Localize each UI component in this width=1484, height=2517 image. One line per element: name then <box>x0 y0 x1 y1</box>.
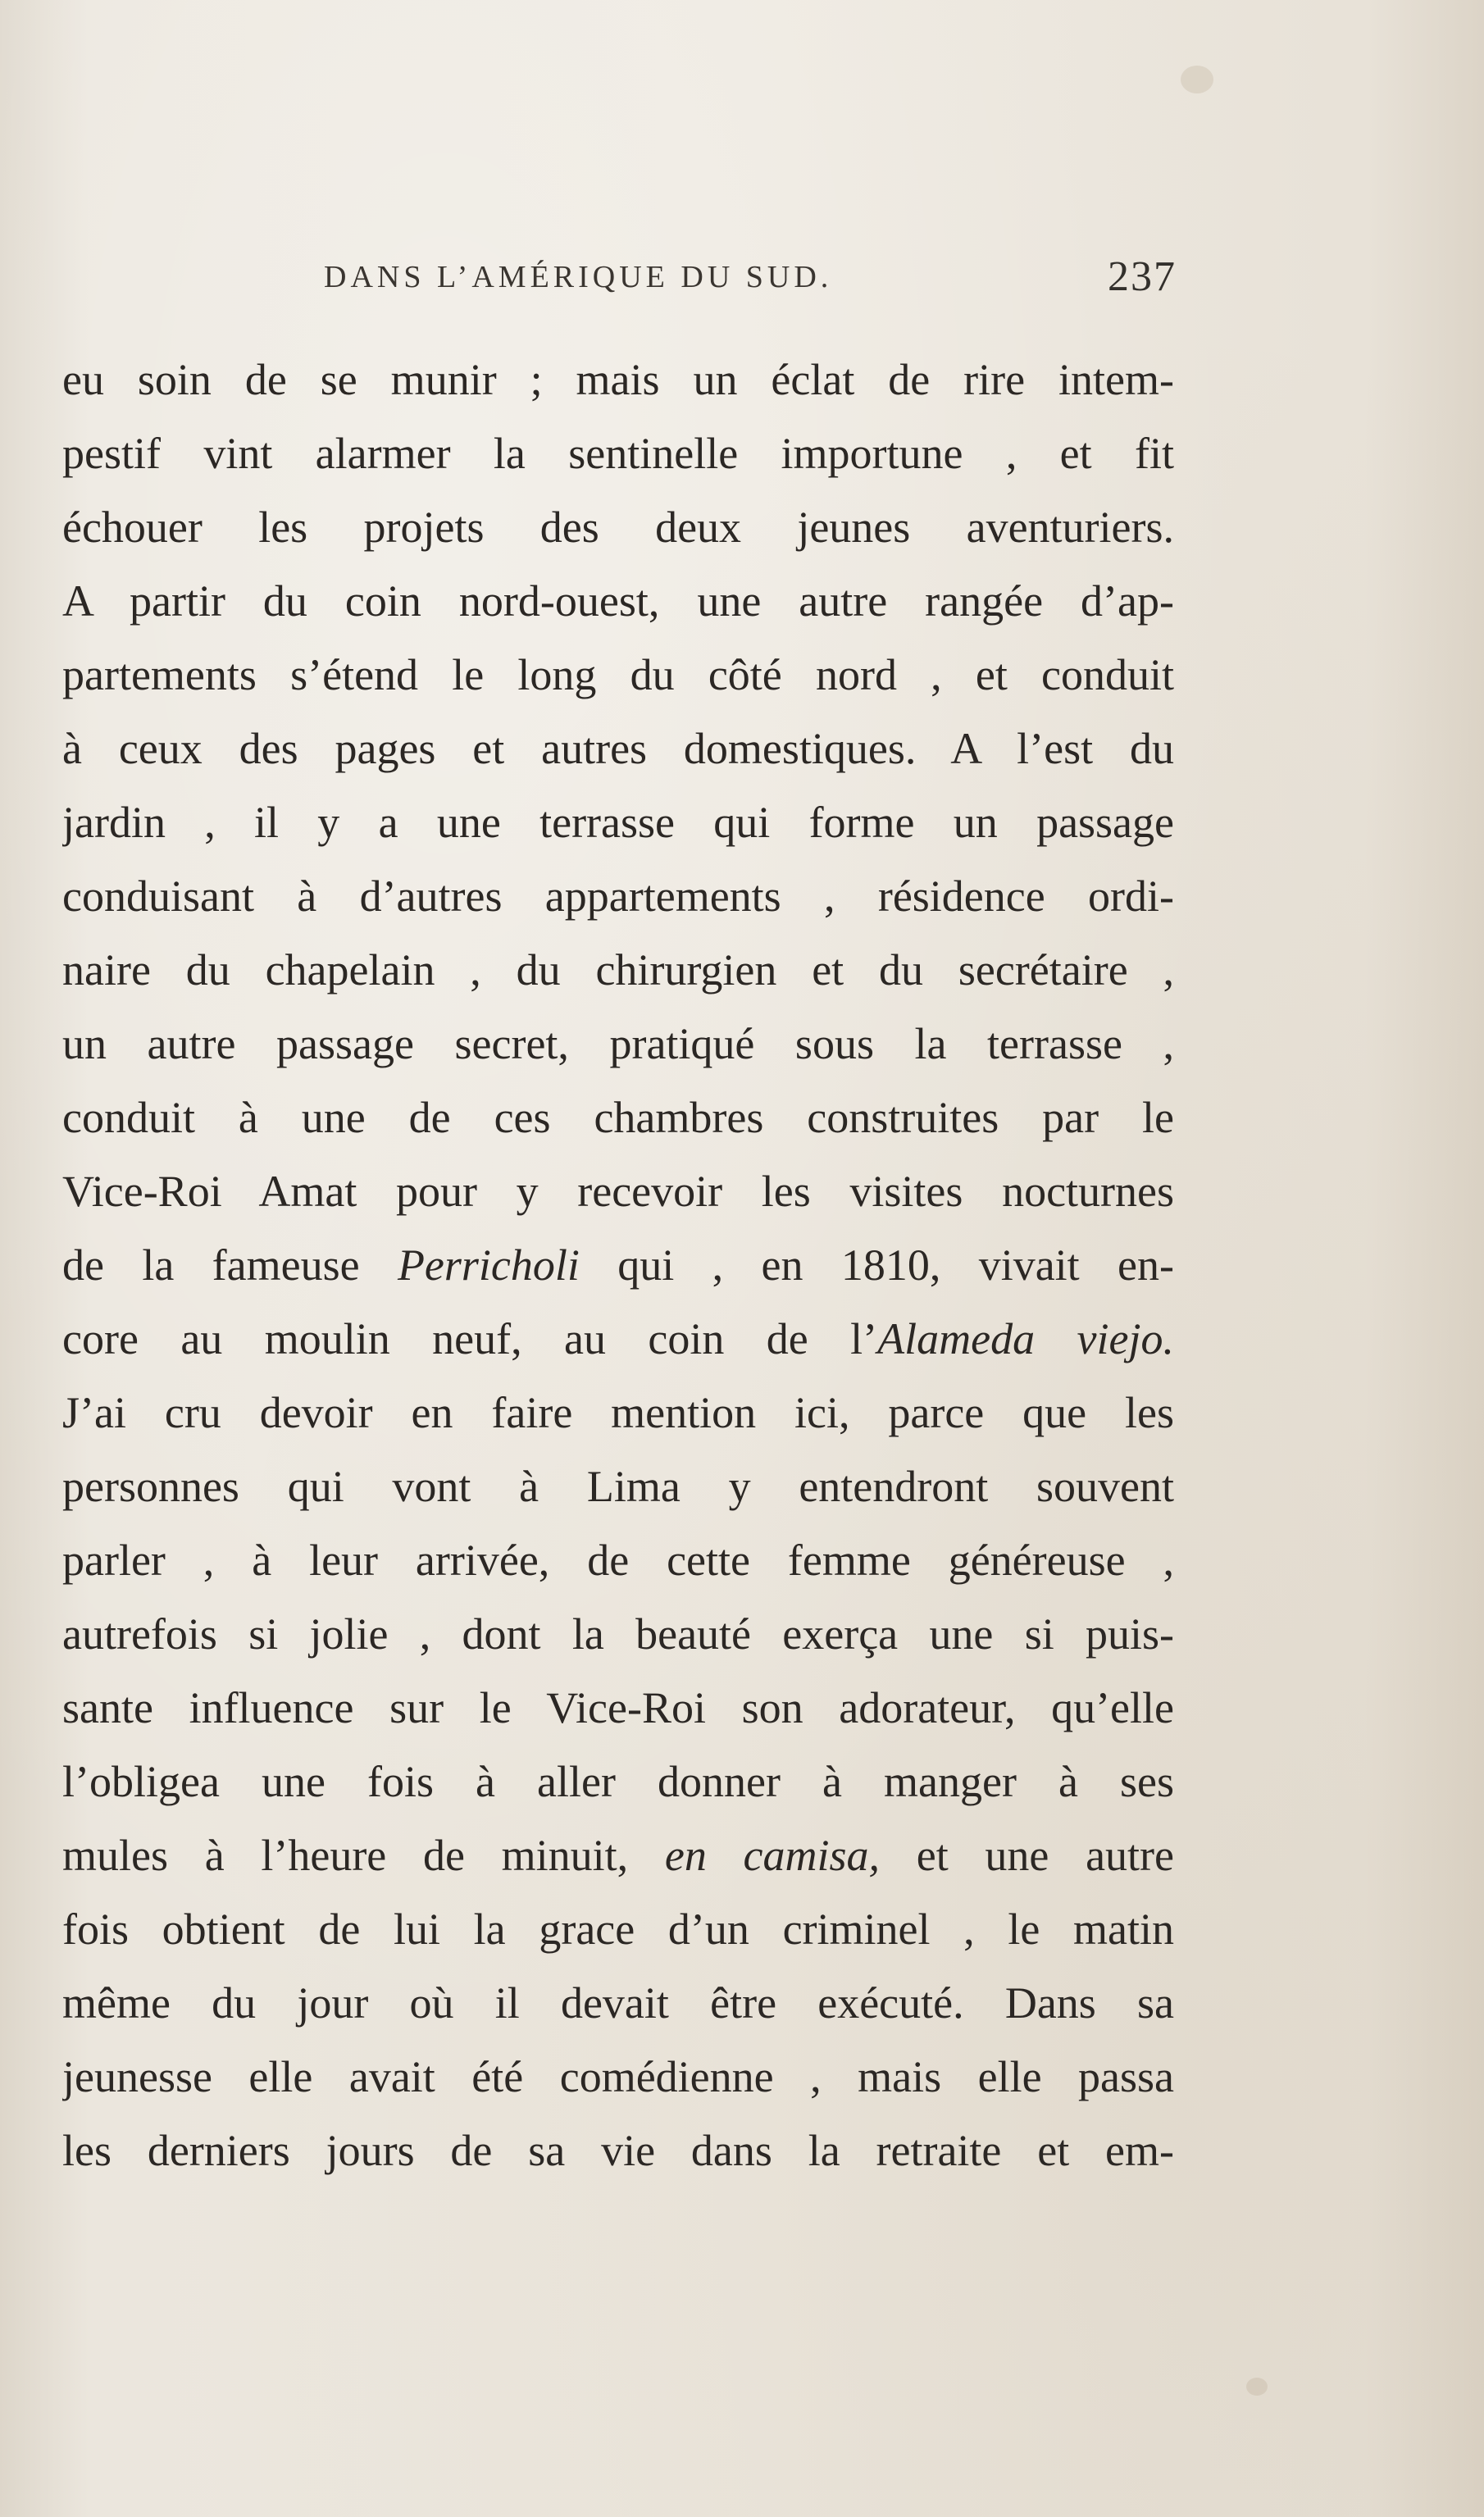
text-segment: conduit à une de ces chambres construites par le <box>62 1093 1174 1142</box>
text-segment: même du jour où il devait être exécuté. Dans sa <box>62 1978 1174 2028</box>
text-line <box>62 1966 1174 2040</box>
text-segment: parler , à leur arrivée, de cette femme généreuse , <box>62 1536 1174 1585</box>
text-line <box>62 1081 1174 1154</box>
text-line <box>62 1597 1174 1671</box>
text-segment: Vice-Roi Amat pour y recevoir les visites nocturnes <box>62 1167 1174 1216</box>
text-segment: jeunesse elle avait été comédienne , mais elle passa <box>62 2052 1174 2101</box>
text-line <box>62 1892 1174 1966</box>
text-line <box>62 1450 1174 1523</box>
italic-segment: Perricholi <box>397 1240 580 1290</box>
text-line <box>62 2040 1174 2114</box>
paper-stain <box>1181 66 1213 93</box>
text-line <box>62 343 1174 416</box>
text-segment: les derniers jours de sa vie dans la retraite et em- <box>62 2126 1174 2175</box>
text-line <box>62 1007 1174 1081</box>
text-segment: partements s’étend le long du côté nord , et conduit <box>62 650 1174 699</box>
italic-segment: en camisa, <box>664 1831 881 1880</box>
text-segment: jardin , il y a une terrasse qui forme un passage <box>62 798 1174 847</box>
text-line <box>62 1671 1174 1745</box>
text-line <box>62 712 1174 785</box>
text-segment: de la fameuse <box>62 1240 398 1290</box>
text-line <box>62 1228 1174 1302</box>
text-line <box>62 490 1174 564</box>
text-line <box>62 859 1174 933</box>
text-segment: autrefois si jolie , dont la beauté exerça une si puis- <box>62 1609 1174 1659</box>
text-line <box>62 1376 1174 1450</box>
text-line <box>62 564 1174 638</box>
text-segment: à ceux des pages et autres domestiques. A l’est du <box>62 724 1174 773</box>
text-segment: et une autre <box>880 1831 1174 1880</box>
text-line <box>62 638 1174 712</box>
text-segment: A partir du coin nord-ouest, une autre rangée d’ap- <box>62 576 1174 626</box>
text-line <box>62 1302 1174 1376</box>
text-line <box>62 933 1174 1007</box>
italic-segment: Alameda viejo. <box>877 1314 1174 1363</box>
text-segment: un autre passage secret, pratiqué sous la terrasse , <box>62 1019 1174 1068</box>
running-header <box>324 253 1177 310</box>
running-title: DANS L’AMÉRIQUE DU SUD. <box>324 260 833 294</box>
text-segment: eu soin de se munir ; mais un éclat de rire intem- <box>62 355 1174 404</box>
text-segment: l’obligea une fois à aller donner à manger à ses <box>62 1757 1174 1806</box>
text-segment: naire du chapelain , du chirurgien et du secrétaire , <box>62 945 1174 995</box>
text-segment: core au moulin neuf, au coin de l’ <box>62 1314 878 1363</box>
text-line <box>62 785 1174 859</box>
text-segment: personnes qui vont à Lima y entendront souvent <box>62 1462 1174 1511</box>
text-segment: J’ai cru devoir en faire mention ici, parce que les <box>62 1388 1174 1437</box>
text-line <box>62 1745 1174 1818</box>
text-line <box>62 416 1174 490</box>
body-text <box>62 343 1174 2187</box>
text-line <box>62 1523 1174 1597</box>
text-segment: sante influence sur le Vice-Roi son adorateur, qu’elle <box>62 1683 1174 1732</box>
text-line <box>62 2114 1174 2187</box>
text-segment: qui , en 1810, vivait en- <box>579 1240 1174 1290</box>
text-segment: échouer les projets des deux jeunes aventuriers. <box>62 503 1174 552</box>
page-number: 237 <box>1108 253 1177 300</box>
text-segment: conduisant à d’autres appartements , résidence ordi- <box>62 872 1174 921</box>
text-segment: pestif vint alarmer la sentinelle importune , et fit <box>62 429 1174 478</box>
text-segment: fois obtient de lui la grace d’un criminel , le matin <box>62 1905 1174 1954</box>
text-line <box>62 1154 1174 1228</box>
text-segment: mules à l’heure de minuit, <box>62 1831 665 1880</box>
text-line <box>62 1818 1174 1892</box>
paper-stain <box>1246 2378 1268 2396</box>
